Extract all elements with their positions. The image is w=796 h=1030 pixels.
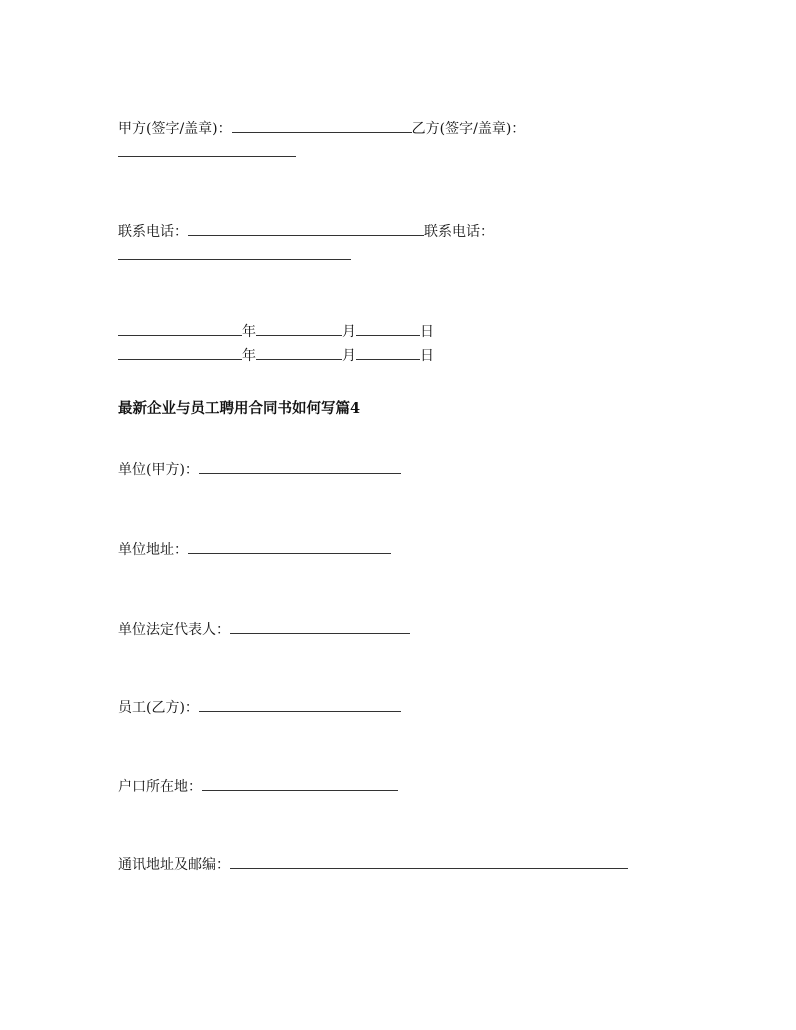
signature-row [118, 119, 525, 138]
day-blank-b [356, 346, 420, 360]
legal-representative-blank [230, 620, 410, 634]
employee-name-blank [199, 698, 401, 712]
day-label-a: 日 [420, 324, 434, 340]
party-a-signature-label: 甲方(签字/盖章)： [118, 121, 232, 137]
date-row-a [118, 322, 434, 341]
party-b-signature-label: 乙方(签字/盖章)： [411, 121, 526, 137]
day-label-b: 日 [420, 348, 434, 364]
year-label-b: 年 [242, 348, 256, 364]
household-registration-label: 户口所在地： [118, 779, 202, 795]
employer-name-row [118, 460, 401, 479]
employee-name-row [118, 698, 401, 717]
legal-representative-row [118, 620, 410, 639]
year-blank-b [118, 346, 242, 360]
section-title: 最新企业与员工聘用合同书如何写篇4 [118, 400, 361, 417]
month-blank-b [256, 346, 342, 360]
party-b-phone-label: 联系电话： [424, 224, 494, 240]
household-registration-row [118, 777, 398, 796]
employer-address-row [118, 540, 391, 559]
employer-address-blank [188, 540, 391, 554]
mailing-address-blank [230, 855, 628, 869]
party-b-phone-blank [118, 246, 351, 260]
mailing-address-row [118, 855, 628, 874]
party-b-phone-row [118, 246, 351, 265]
party-a-phone-label: 联系电话： [118, 224, 188, 240]
year-label-a: 年 [242, 324, 256, 340]
contact-row [118, 222, 494, 241]
party-b-signature-blank [118, 143, 296, 157]
party-a-phone-blank [188, 222, 424, 236]
legal-representative-label: 单位法定代表人： [118, 622, 230, 638]
party-a-signature-blank [232, 119, 412, 133]
party-b-signature-row [118, 143, 296, 162]
employer-name-label: 单位(甲方)： [118, 462, 199, 478]
day-blank-a [356, 322, 420, 336]
month-label-a: 月 [342, 324, 356, 340]
year-blank-a [118, 322, 242, 336]
date-row-b [118, 346, 434, 365]
employee-name-label: 员工(乙方)： [118, 700, 199, 716]
household-registration-blank [202, 777, 398, 791]
month-label-b: 月 [342, 348, 356, 364]
month-blank-a [256, 322, 342, 336]
employer-name-blank [199, 460, 401, 474]
employer-address-label: 单位地址： [118, 542, 188, 558]
mailing-address-label: 通讯地址及邮编： [118, 857, 230, 873]
